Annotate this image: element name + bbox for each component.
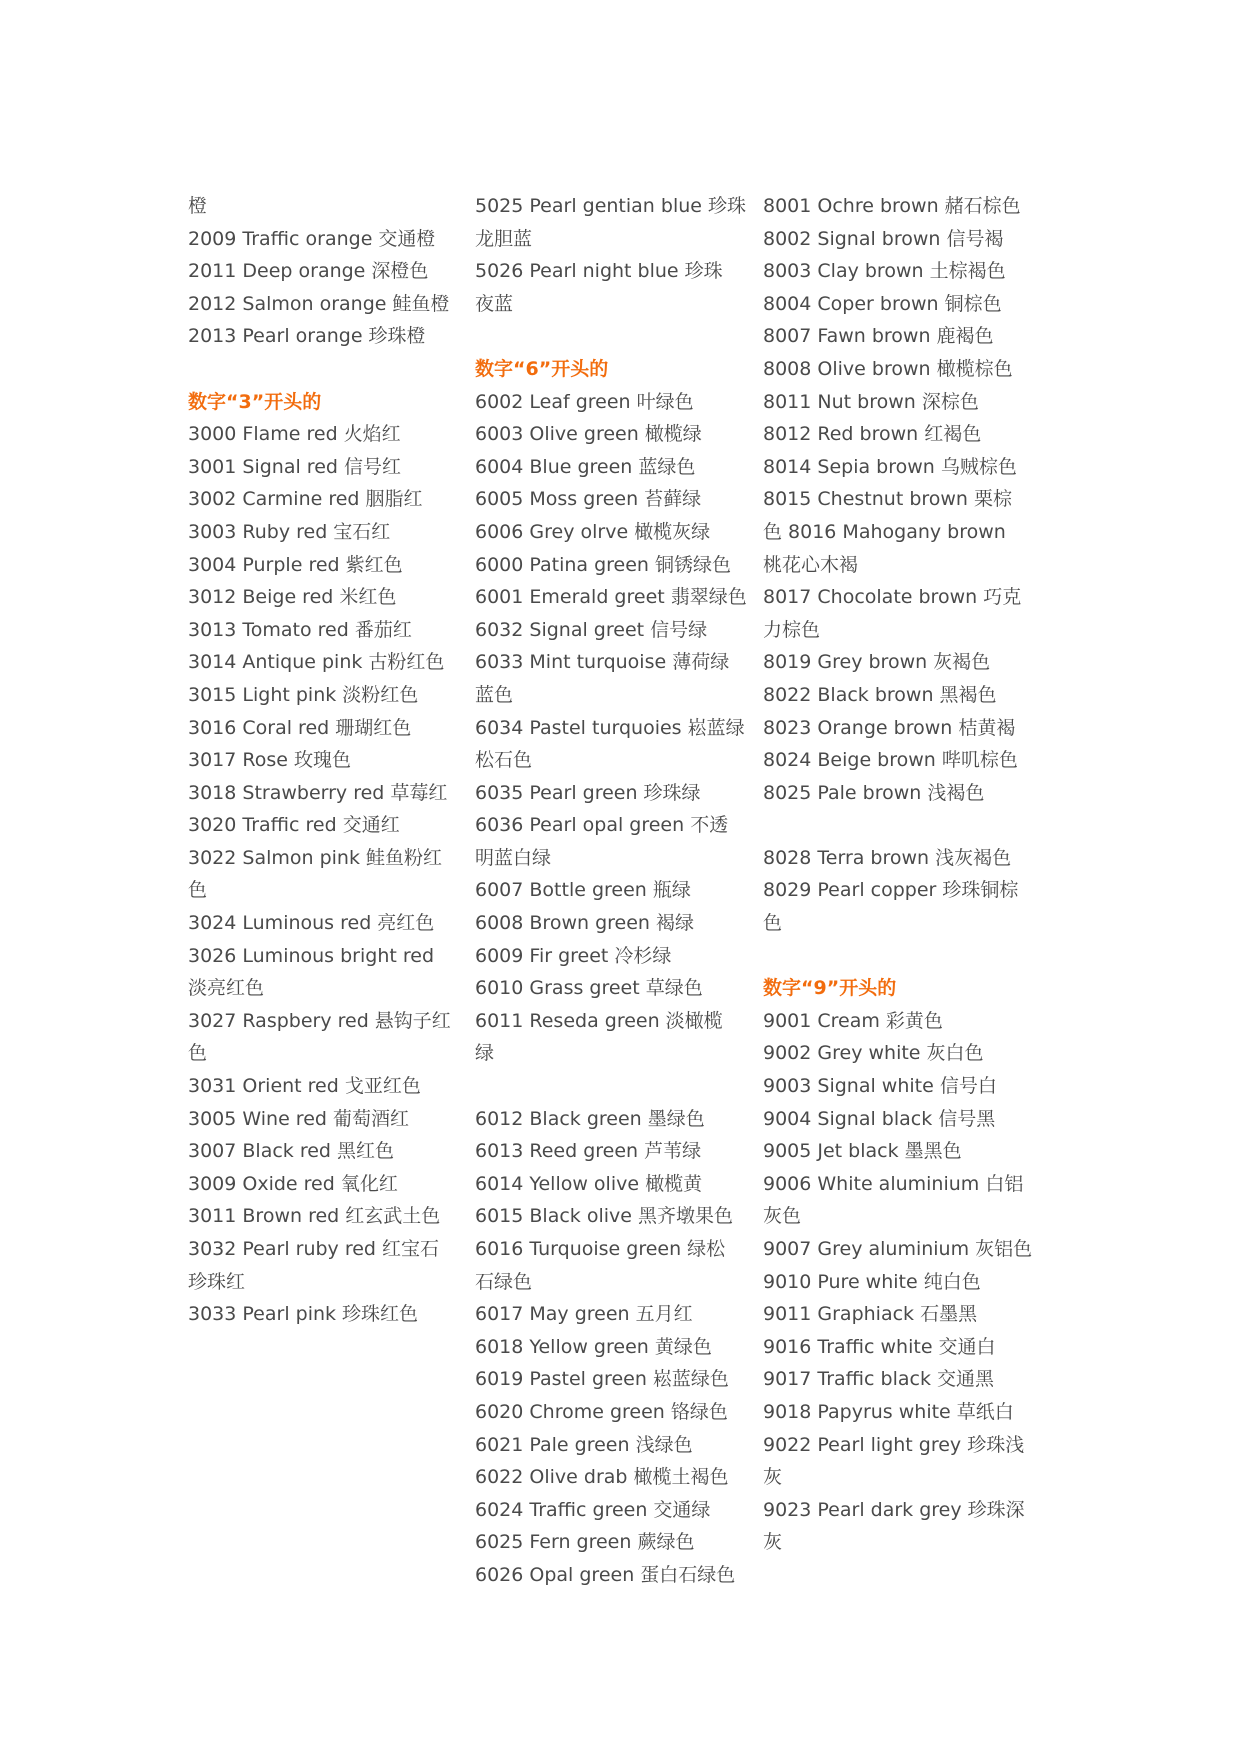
color-entry-line: 6024 Traffic green 交通绿 xyxy=(475,1498,711,1521)
color-entry-line: 3016 Coral red 珊瑚红色 xyxy=(188,716,412,739)
color-entry-line: 8014 Sepia brown 乌贼棕色 xyxy=(763,455,1017,478)
section-heading: 数字“6”开头的 xyxy=(475,357,609,380)
color-entry-line: 6016 Turquoise green 绿松 xyxy=(475,1238,726,1260)
color-entry-line: 3026 Luminous bright red xyxy=(188,944,435,967)
color-entry-line: 9001 Cream 彩黄色 xyxy=(763,1009,943,1032)
section-heading: 数字“3”开头的 xyxy=(188,390,322,413)
color-entry-line: 6018 Yellow green 黄绿色 xyxy=(475,1335,712,1358)
color-entry-line: 3002 Carmine red 胭脂红 xyxy=(188,488,423,511)
color-entry-line: 6007 Bottle green 瓶绿 xyxy=(475,879,691,902)
color-entry-line: 6009 Fir greet 冷杉绿 xyxy=(475,944,672,967)
color-entry-line: 3014 Antique pink 古粉红色 xyxy=(188,651,445,674)
color-entry-line: 橙 xyxy=(188,195,208,217)
color-entry-line: 9017 Traffic black 交通黑 xyxy=(763,1368,994,1391)
color-entry-line: 6014 Yellow olive 橄榄黄 xyxy=(475,1172,703,1195)
color-entry-line: 3001 Signal red 信号红 xyxy=(188,455,401,478)
color-entry-line: 3032 Pearl ruby red 红宝石 xyxy=(188,1238,440,1260)
color-entry-line: 3000 Flame red 火焰红 xyxy=(188,423,401,446)
color-entry-line: 夜蓝 xyxy=(475,292,514,315)
color-entry-line: 3012 Beige red 米红色 xyxy=(188,586,397,609)
paragraph-spacer xyxy=(475,320,750,353)
color-entry-line: 3024 Luminous red 亮红色 xyxy=(188,912,435,935)
color-entry-line: 8029 Pearl copper 珍珠铜棕 xyxy=(763,879,1019,902)
color-entry-line: 3011 Brown red 红玄武土色 xyxy=(188,1205,441,1228)
color-entry-line: 8001 Ochre brown 赭石棕色 xyxy=(763,195,1021,217)
color-entry-line: 蓝色 xyxy=(475,683,514,706)
color-entry-line: 8003 Clay brown 土棕褐色 xyxy=(763,260,1006,283)
color-entry-line: 3005 Wine red 葡萄酒红 xyxy=(188,1107,409,1130)
color-entry-line: 3009 Oxide red 氧化红 xyxy=(188,1172,398,1195)
paragraph-spacer xyxy=(188,353,460,386)
color-entry-line: 灰 xyxy=(763,1466,783,1489)
color-entry-line: 灰色 xyxy=(763,1205,802,1228)
color-entry-line: 6019 Pastel green 崧蓝绿色 xyxy=(475,1368,729,1391)
color-entry-line: 6008 Brown green 褐绿 xyxy=(475,912,694,935)
color-entry-line: 6006 Grey olrve 橄榄灰绿 xyxy=(475,520,711,543)
column-3 xyxy=(763,190,1038,1559)
color-entry-line: 3004 Purple red 紫红色 xyxy=(188,553,403,576)
color-entry-line: 6005 Moss green 苔藓绿 xyxy=(475,488,702,511)
color-entry-line: 色 8016 Mahogany brown xyxy=(763,520,1006,543)
color-entry-line: 8004 Coper brown 铜棕色 xyxy=(763,292,1002,315)
column-1 xyxy=(188,190,460,1331)
color-entry-line: 6001 Emerald greet 翡翠绿色 xyxy=(475,586,747,609)
color-entry-line: 2012 Salmon orange 鲑鱼橙 xyxy=(188,292,450,315)
paragraph-spacer xyxy=(763,940,1038,973)
color-entry-line: 5025 Pearl gentian blue 珍珠 xyxy=(475,195,746,217)
color-entry-line: 9004 Signal black 信号黑 xyxy=(763,1107,996,1130)
color-entry-line: 8012 Red brown 红褐色 xyxy=(763,423,982,446)
color-entry-line: 2011 Deep orange 深橙色 xyxy=(188,260,429,283)
color-entry-line: 3018 Strawberry red 草莓红 xyxy=(188,781,448,804)
color-entry-line: 桃花心木褐 xyxy=(763,553,859,576)
color-entry-line: 9007 Grey aluminium 灰铝色 xyxy=(763,1238,1033,1260)
color-entry-line: 9003 Signal white 信号白 xyxy=(763,1075,997,1098)
color-entry-line: 6012 Black green 墨绿色 xyxy=(475,1107,705,1130)
color-entry-line: 5026 Pearl night blue 珍珠 xyxy=(475,260,723,283)
color-entry-line: 明蓝白绿 xyxy=(475,846,552,869)
color-entry-line: 6034 Pastel turquoies 崧蓝绿 xyxy=(475,716,745,739)
color-entry-line: 6033 Mint turquoise 薄荷绿 xyxy=(475,651,730,674)
section-heading: 数字“9”开头的 xyxy=(763,977,897,1000)
color-entry-line: 8017 Chocolate brown 巧克 xyxy=(763,586,1022,609)
color-entry-line: 淡亮红色 xyxy=(188,977,265,1000)
color-entry-line: 石绿色 xyxy=(475,1270,533,1293)
color-entry-line: 6035 Pearl green 珍珠绿 xyxy=(475,781,701,804)
color-entry-line: 3020 Traffic red 交通红 xyxy=(188,814,400,837)
color-entry-line: 6025 Fern green 蕨绿色 xyxy=(475,1531,695,1554)
color-entry-line: 6026 Opal green 蛋白石绿色 xyxy=(475,1563,736,1586)
color-entry-line: 绿 xyxy=(475,1042,495,1065)
color-entry-line: 6021 Pale green 浅绿色 xyxy=(475,1433,693,1456)
color-entry-line: 8015 Chestnut brown 栗棕 xyxy=(763,488,1013,511)
column-2 xyxy=(475,190,750,1592)
color-entry-line: 8011 Nut brown 深棕色 xyxy=(763,390,979,413)
color-entry-line: 6036 Pearl opal green 不透 xyxy=(475,814,729,837)
color-entry-line: 8024 Beige brown 哔叽棕色 xyxy=(763,749,1018,772)
color-entry-line: 3033 Pearl pink 珍珠红色 xyxy=(188,1303,419,1326)
color-entry-line: 3013 Tomato red 番茄红 xyxy=(188,618,412,641)
color-entry-line: 3015 Light pink 淡粉红色 xyxy=(188,683,419,706)
color-entry-line: 2013 Pearl orange 珍珠橙 xyxy=(188,325,426,348)
color-entry-line: 9002 Grey white 灰白色 xyxy=(763,1042,984,1065)
color-entry-line: 3031 Orient red 戈亚红色 xyxy=(188,1075,421,1098)
color-entry-line: 9010 Pure white 纯白色 xyxy=(763,1270,981,1293)
color-entry-line: 8008 Olive brown 橄榄棕色 xyxy=(763,357,1013,380)
color-entry-line: 9005 Jet black 墨黑色 xyxy=(763,1140,962,1163)
color-entry-line: 9018 Papyrus white 草纸白 xyxy=(763,1400,1014,1423)
color-entry-line: 9023 Pearl dark grey 珍珠深 xyxy=(763,1498,1025,1521)
color-entry-line: 珍珠红 xyxy=(188,1270,246,1293)
color-entry-line: 色 xyxy=(188,879,208,902)
paragraph-spacer xyxy=(763,809,1038,842)
color-entry-line: 6002 Leaf green 叶绿色 xyxy=(475,390,694,413)
color-entry-line: 6013 Reed green 芦苇绿 xyxy=(475,1140,702,1163)
color-entry-line: 3003 Ruby red 宝石红 xyxy=(188,520,391,543)
color-entry-line: 6015 Black olive 黑齐墩果色 xyxy=(475,1205,733,1228)
color-entry-line: 灰 xyxy=(763,1531,783,1554)
color-entry-line: 3007 Black red 黑红色 xyxy=(188,1140,395,1163)
color-entry-line: 3027 Raspbery red 悬钩子红 xyxy=(188,1009,451,1032)
color-entry-line: 8025 Pale brown 浅褐色 xyxy=(763,781,985,804)
color-entry-line: 6020 Chrome green 铬绿色 xyxy=(475,1400,728,1423)
color-entry-line: 松石色 xyxy=(475,749,533,772)
color-entry-line: 6032 Signal greet 信号绿 xyxy=(475,618,708,641)
color-entry-line: 6003 Olive green 橄榄绿 xyxy=(475,423,702,446)
color-entry-line: 6017 May green 五月红 xyxy=(475,1303,693,1326)
color-entry-line: 9016 Traffic white 交通白 xyxy=(763,1335,996,1358)
color-entry-line: 9022 Pearl light grey 珍珠浅 xyxy=(763,1433,1025,1456)
color-entry-line: 8002 Signal brown 信号褐 xyxy=(763,227,1004,250)
color-entry-line: 龙胆蓝 xyxy=(475,227,533,250)
color-entry-line: 3022 Salmon pink 鲑鱼粉红 xyxy=(188,846,443,869)
color-entry-line: 9011 Graphiack 石墨黑 xyxy=(763,1303,978,1326)
color-entry-line: 6000 Patina green 铜锈绿色 xyxy=(475,553,732,576)
paragraph-spacer xyxy=(475,1070,750,1103)
color-entry-line: 8028 Terra brown 浅灰褐色 xyxy=(763,846,1012,869)
color-entry-line: 6004 Blue green 蓝绿色 xyxy=(475,455,696,478)
color-entry-line: 8022 Black brown 黑褐色 xyxy=(763,683,997,706)
color-entry-line: 8007 Fawn brown 鹿褐色 xyxy=(763,325,994,348)
color-entry-line: 8019 Grey brown 灰褐色 xyxy=(763,651,991,674)
color-entry-line: 8023 Orange brown 桔黄褐 xyxy=(763,716,1016,739)
color-entry-line: 9006 White aluminium 白铝 xyxy=(763,1172,1024,1195)
color-entry-line: 2009 Traffic orange 交通橙 xyxy=(188,227,436,250)
color-entry-line: 3017 Rose 玫瑰色 xyxy=(188,749,351,772)
color-entry-line: 6010 Grass greet 草绿色 xyxy=(475,977,703,1000)
color-entry-line: 力棕色 xyxy=(763,618,821,641)
color-entry-line: 6011 Reseda green 淡橄榄 xyxy=(475,1009,723,1032)
color-entry-line: 6022 Olive drab 橄榄土褐色 xyxy=(475,1466,729,1489)
color-entry-line: 色 xyxy=(188,1042,208,1065)
color-entry-line: 色 xyxy=(763,912,783,935)
